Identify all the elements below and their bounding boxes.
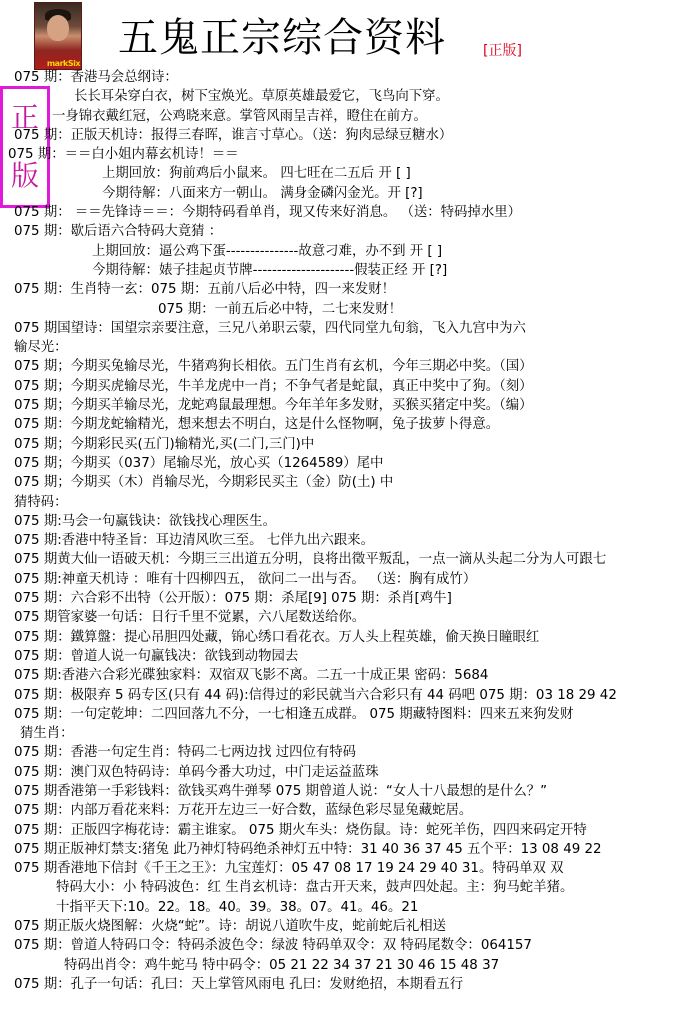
text-line: 075 期：内部万看花来料：万花开左边三一好合数，蓝绿色彩尽显兔藏蛇居。 [14, 803, 473, 819]
text-line: 075 期:神童天机诗 ：唯有十四柳四五， 欲问二一出与否。 （送：胸有成竹） [14, 571, 477, 587]
text-line: 075 期黄大仙一语破天机：今期三三出道五分明，良将出徵平叛乱，一点一滴从头起二分为人可跟七 [14, 552, 607, 568]
text-line: 075 期：曾道人特码口令：特码杀波色令：绿波 特码单双令：双 特码尾数令：064157 [14, 938, 532, 954]
text-line: 075 期香港第一手彩钱料：欲钱买鸡牛弹琴 075 期曾道人说：“女人十八最想的是什么？” [14, 783, 548, 799]
text-line: 猜特码： [14, 494, 68, 510]
text-line: 长长耳朵穿白衣，树下宝焕光。草原英雄最爱它，飞鸟向下穿。 [74, 89, 449, 105]
edition-badge: [正版] [483, 43, 522, 59]
text-line: 075 期；今期买羊输尽光，龙蛇鸡鼠最理想。今年羊年多发财，买猴买猪定中奖。（编） [14, 398, 533, 414]
text-line: 今期待解：婊子挂起贞节牌---------------------假装正经 开 [?] [92, 262, 448, 278]
text-line: 猜生肖： [20, 726, 74, 742]
text-line: 075 期： ＝＝先锋诗＝＝：今期特码看单肖，现又传来好消息。 （送：特码掉水里） [14, 205, 521, 221]
text-line: 今期待解：八面来方一朝山。 满身金磷闪金光。开 [?] [102, 185, 423, 201]
text-line: 075 期：香港一句定生肖：特码二七两边找 过四位有特码 [14, 745, 357, 761]
stamp-char-top: 正 [10, 101, 39, 134]
photo-face [47, 15, 69, 41]
text-line: 075 期：正版天机诗：报得三春晖，谁言寸草心。（送：狗肉忌绿豆糖水） [14, 127, 453, 143]
text-line: 075 期:马会一句赢钱诀：欲钱找心理医生。 [14, 513, 276, 529]
text-line: 特码出肖令：鸡牛蛇马 特中码令：05 21 22 34 37 21 30 46 15 48 37 [64, 957, 500, 973]
text-line: 075 期：一前五后必中特，二七来发财！ [158, 301, 403, 317]
text-line: 075 期；今期买兔输尽光，牛猪鸡狗长相依。五门生肖有玄机，今年三期必中奖。（国） [14, 359, 533, 375]
text-line: 075 期正版火烧图解：火烧“蛇”。诗：胡说八道吹牛皮，蛇前蛇后礼相送 [14, 919, 447, 935]
text-line: 075 期：澳门双色特码诗：单码今番大功过，中门走运益蓝珠 [14, 764, 379, 780]
text-line: 075 期；今期买虎输尽光，牛羊龙虎中一肖；不争气者是蛇鼠，真正中奖中了狗。（刻） [14, 378, 533, 394]
text-line: 075 期:香港中特圣旨：耳边清风吹三至。 七伴九出六跟来。 [14, 533, 374, 549]
text-line: 075 期：极限弃 5 码专区(只有 44 码):信得过的彩民就当六合彩只有 44 码吧 075 期：03 18 29 42 [14, 687, 617, 703]
text-line: 上期回放：逼公鸡下蛋---------------故意刁难，办不到 开 [ ] [92, 243, 443, 259]
text-line: 075 期：六合彩不出特（公开版）：075 期：杀尾[9] 075 期：杀肖[鸡牛] [14, 591, 452, 607]
text-line: 075 期：正版四字梅花诗：霸主谁家。 075 期火车头：烧伤鼠。诗：蛇死羊伤，四四来码定开特 [14, 822, 587, 838]
text-line: 上期回放：狗前鸡后小鼠来。 四七旺在二五后 开 [ ] [102, 166, 411, 182]
text-line: 075 期：今期龙蛇输精光，想来想去不明白，这是什么怪物啊，兔子拔萝卜得意。 [14, 417, 500, 433]
text-line: 075 期香港地下信封《千王之王》：九宝莲灯：05 47 08 17 19 24 29 40 31。特码单双 双 [14, 861, 564, 877]
text-line: 075 期国望诗：国望宗亲要注意，三兄八弟职云蒙，四代同堂九旬翁，飞入九宫中为六 [14, 320, 526, 336]
text-line: 075 期；今期买（037）尾输尽光，放心买（1264589）尾中 [14, 455, 384, 471]
text-line: 075 期：生肖特一玄：075 期：五前八后必中特，四一来发财！ [14, 282, 396, 298]
text-line: 075 期：歇后语六合特码大竟猜 ： [14, 224, 223, 240]
text-line: 十指平天下:10。22。18。40。39。38。07。41。46。21 [56, 899, 419, 915]
text-line: 075 期；今期买（木）肖输尽光，今期彩民买主（金）防(土) 中 [14, 475, 394, 491]
page-title: 五鬼正宗综合资料 [118, 15, 446, 61]
text-line: 075 期；今期彩民买(五门)输精光,买(二门,三门)中 [14, 436, 315, 452]
text-line: 075 期:香港六合彩光碟独家料：双宿双飞影不离。二五一十成正果 密码：5684 [14, 668, 489, 684]
text-line: 075 期正版神灯禁支:猪兔 此乃神灯特码绝杀神灯五中特：31 40 36 37 45 五个平：13 08 49 22 [14, 841, 602, 857]
text-line: 075 期：一句定乾坤：二四回落九不分，一七相逢五成群。 075 期藏特图料：四来五来狗发财 [14, 706, 574, 722]
text-line: 075 期：＝＝白小姐内幕玄机诗！＝＝ [8, 147, 239, 163]
text-line: 075 期：孔子一句话：孔曰：天上掌管风雨电 孔曰：发财绝招，本期看五行 [14, 976, 464, 992]
text-line: 一身锦衣戴红冠，公鸡晓来意。掌管风雨呈吉祥，瞪住在前方。 [52, 108, 427, 124]
text-line: 075 期：曾道人说一句赢钱决：欲钱到动物园去 [14, 648, 299, 664]
stamp-char-bottom: 版 [10, 159, 39, 192]
text-line: 输尽光： [14, 340, 68, 356]
photo-logo: markSix [46, 59, 80, 68]
text-line: 075 期：鐵算盤：提心吊胆四处藏，锦心绣口看花衣。万人头上程英雄，偷天换日瞳眼红 [14, 629, 540, 645]
text-line: 特码大小：小 特码波色：红 生肖玄机诗：盘古开天来，鼓声四处起。主：狗马蛇羊猪。 [56, 880, 574, 896]
content-lines [0, 68, 690, 996]
text-line: 075 期：香港马会总纲诗： [14, 70, 178, 85]
text-line: 075 期管家婆一句话：日行千里不觉累，六八尾数送给你。 [14, 610, 366, 626]
page-header [0, 0, 690, 72]
host-photo [34, 2, 82, 70]
